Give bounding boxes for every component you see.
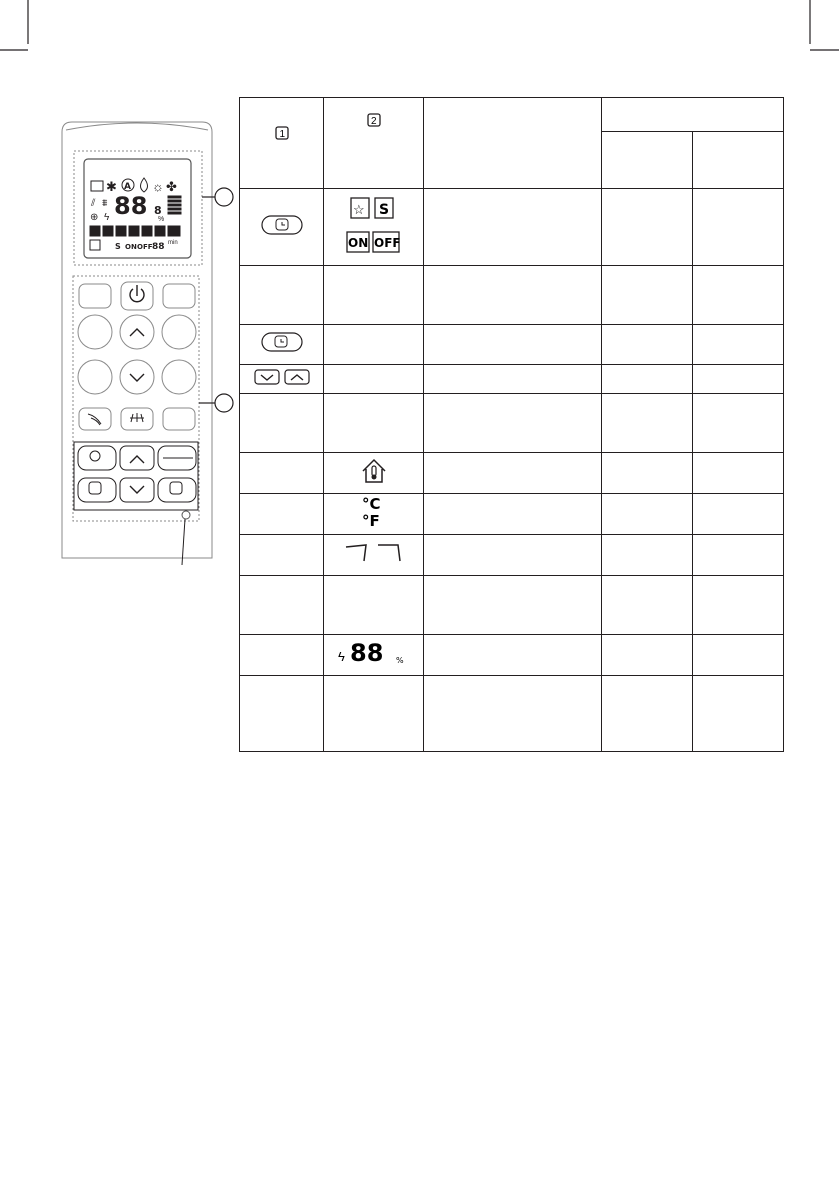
remote-button-right-4 <box>163 408 195 430</box>
lcd-function-row-icons <box>90 226 180 236</box>
lcd-small-digit: 8 <box>154 204 162 217</box>
sun-icon: ☼ <box>152 179 164 194</box>
cell-unit-icon <box>324 494 424 535</box>
inner-buttons <box>78 446 196 502</box>
chevron-up-icon <box>291 375 303 380</box>
up-down-buttons <box>252 368 312 386</box>
lcd-on-label: ON <box>125 243 137 251</box>
humidity-unit: % <box>395 655 404 665</box>
remote-settings-button <box>78 446 116 470</box>
timer-display-symbols <box>344 194 404 256</box>
cell-updown-buttons <box>240 365 324 394</box>
table-row-timer <box>240 189 784 266</box>
remote-temp-down-button <box>120 360 154 394</box>
swing-h-button-icon <box>88 414 101 425</box>
wifi-icon <box>91 181 103 191</box>
lcd-icons <box>90 178 181 252</box>
on-label: ON <box>347 235 368 250</box>
remote-button-right-3 <box>162 360 196 394</box>
alarm-clock-icon <box>89 482 101 494</box>
header-group <box>602 98 784 132</box>
remote-button-top-left <box>79 284 111 308</box>
cell-timer-desc <box>424 189 602 266</box>
table-header-row <box>240 98 784 132</box>
lcd-auto-label: A <box>124 182 131 192</box>
humidity-display-symbol <box>334 639 414 667</box>
remote-button-top-right <box>163 284 195 308</box>
lcd-s-label: S <box>115 242 121 251</box>
humidity-digits: 88 <box>349 638 383 667</box>
swing-h-icon: ⫽ <box>91 198 96 209</box>
remote-button-left-3 <box>78 360 112 394</box>
remote-temp-up-button <box>120 315 154 349</box>
fan-level-bars-icon <box>168 196 181 214</box>
house-thermometer-icon <box>361 458 387 484</box>
svg-text:2: 2 <box>370 116 377 127</box>
cell-timer-button <box>240 189 324 266</box>
cell-timer-symbols <box>324 189 424 266</box>
alarm-button-icon <box>260 331 304 353</box>
lcd-min-label: min <box>168 240 178 246</box>
swing-v-icon: ⩩ <box>102 198 108 209</box>
fahrenheit-label: °F <box>361 511 380 529</box>
cell-home-temp-icon <box>324 453 424 494</box>
star-icon: ☆ <box>352 201 365 217</box>
plasma-icon: ϟ <box>104 212 110 223</box>
table-row-blank-1 <box>240 266 784 325</box>
callout-circle-buttons <box>215 394 233 412</box>
chevron-up-icon <box>130 456 144 463</box>
lcd-percent: % <box>158 216 165 223</box>
remote-swing-h-button <box>79 408 111 430</box>
chevron-up-icon <box>130 329 144 336</box>
snow-icon: ✱ <box>106 179 117 194</box>
alarm-clock-icon <box>170 482 182 494</box>
cell-humidity-icon <box>324 635 424 676</box>
header-sub-1 <box>602 132 693 189</box>
header-sub-2 <box>693 132 784 189</box>
lcd-star-icon <box>90 240 100 250</box>
header-marker-2 <box>324 98 424 189</box>
chevron-down-icon <box>261 375 273 380</box>
chevron-down-icon <box>130 374 144 381</box>
table-row-swing <box>240 535 784 576</box>
table-row-alarm <box>240 325 784 365</box>
remote-button-left-2 <box>78 315 112 349</box>
marker-box-1 <box>275 126 289 140</box>
cell-timer-b <box>693 189 784 266</box>
off-label: OFF <box>373 235 401 250</box>
table-row-home-temp <box>240 453 784 494</box>
inner-control-group <box>74 442 198 510</box>
chevron-down-icon <box>130 486 144 493</box>
alarm-button-icon <box>260 214 304 236</box>
table-row-blank-3 <box>240 576 784 635</box>
temperature-unit-symbols <box>359 495 389 529</box>
vane-position-icons <box>342 541 406 565</box>
remote-inner-up-button <box>120 446 154 470</box>
marker-box-2 <box>367 113 381 127</box>
lcd-digits: 88 <box>114 192 148 220</box>
ir-sensor <box>182 511 190 519</box>
button-group-box <box>73 276 199 521</box>
svg-text:1: 1 <box>279 129 285 140</box>
celsius-label: °C <box>361 494 381 513</box>
drop-icon <box>141 178 148 192</box>
sleep-s-label: S <box>378 201 389 218</box>
gear-icon <box>90 451 100 461</box>
fan-icon: ✤ <box>166 179 177 194</box>
callout-circle-display <box>215 188 233 206</box>
remote-controller-illustration <box>0 0 239 600</box>
table-row-blank-4 <box>240 676 784 752</box>
table-row-blank-2 <box>240 394 784 453</box>
swing-v-button-icon <box>130 413 144 422</box>
remote-button-right-2 <box>162 315 196 349</box>
remote-top-ridge <box>66 123 208 130</box>
plasma-icon: ϟ <box>337 648 345 664</box>
header-description <box>424 98 602 189</box>
cell-swing-icon <box>324 535 424 576</box>
remote-inner-down-button <box>120 478 154 502</box>
table-row-updown <box>240 365 784 394</box>
cell-timer-a <box>602 189 693 266</box>
header-marker-1 <box>240 98 324 189</box>
lock-icon: ⊕ <box>90 212 99 223</box>
table-row-unit <box>240 494 784 535</box>
function-reference-table <box>239 97 784 752</box>
lcd-timer-digits: 88 <box>152 242 165 252</box>
remote-buttons <box>78 282 196 430</box>
cell-alarm-button <box>240 325 324 365</box>
table-row-humidity <box>240 635 784 676</box>
lcd-off-label: OFF <box>137 243 153 251</box>
